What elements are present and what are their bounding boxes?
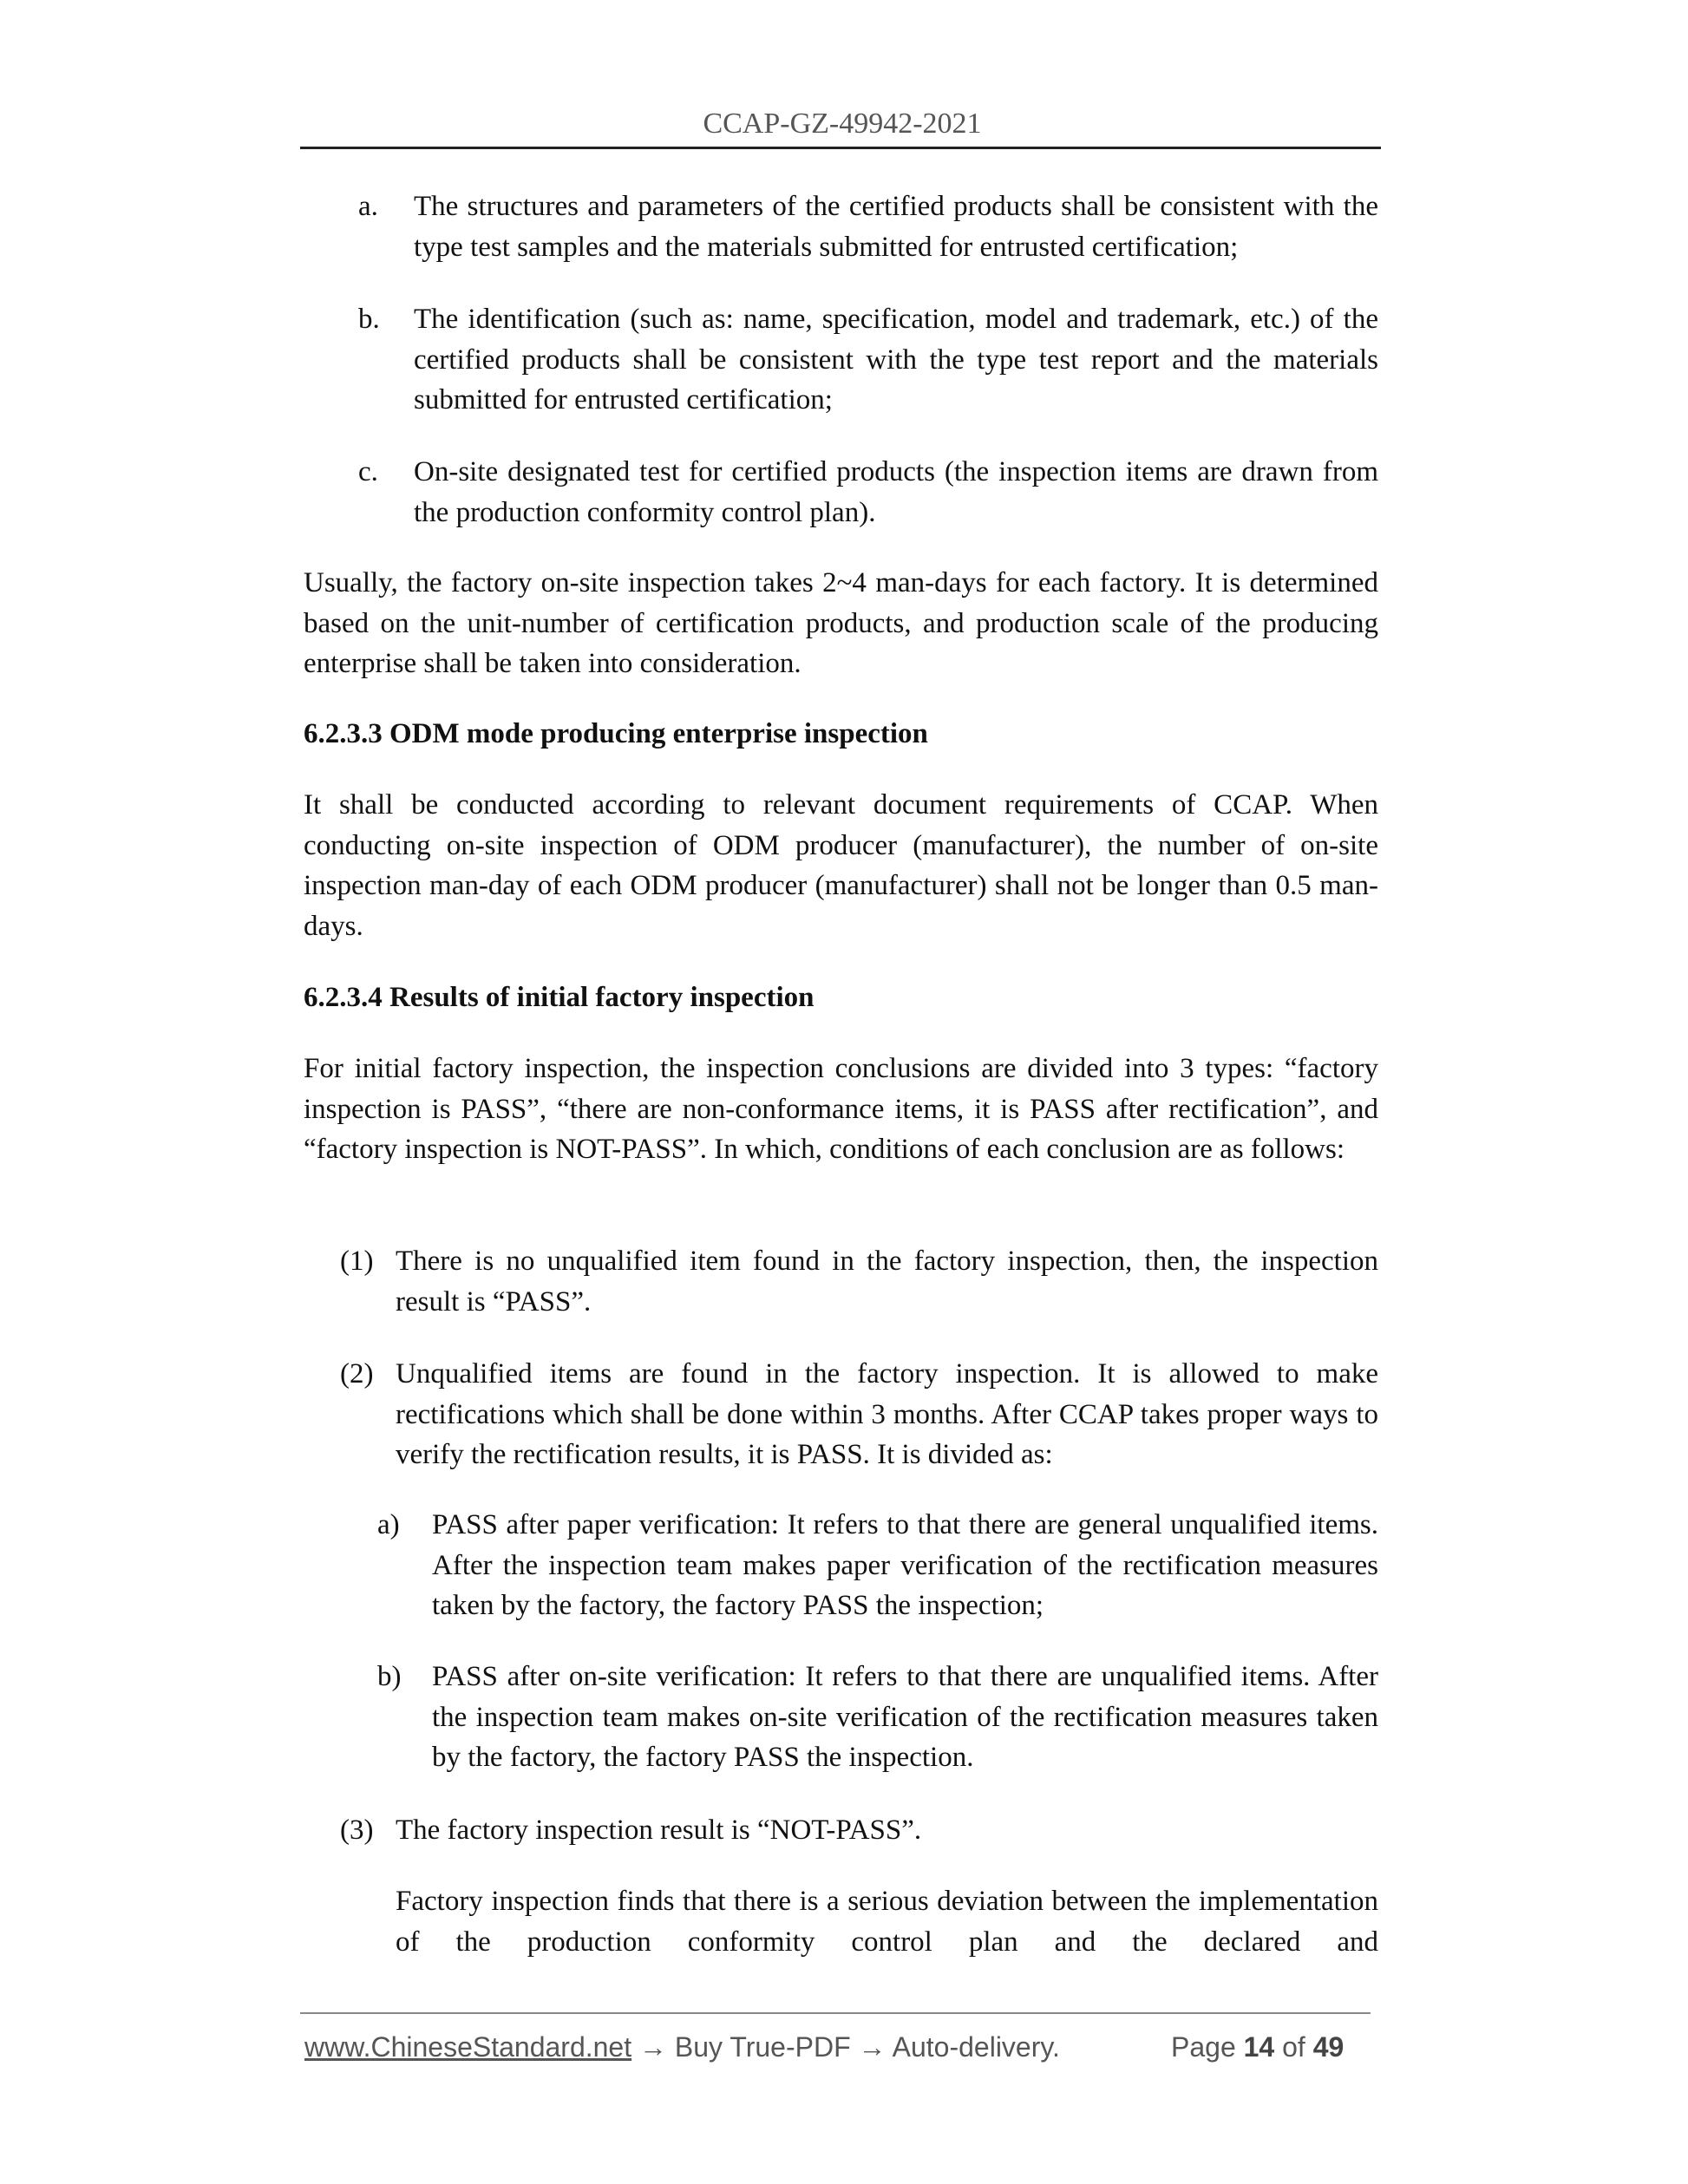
list-label: a. xyxy=(358,191,378,222)
list-item: On-site designated test for certified products (the inspection items are drawn from the production conformity control plan). xyxy=(414,456,1378,528)
header-divider xyxy=(300,147,1381,149)
document-id-header: CCAP-GZ-49942-2021 xyxy=(703,108,982,140)
list-item: There is no unqualified item found in the factory inspection, then, the inspection result is “PASS”. xyxy=(396,1246,1378,1318)
list-item: The structures and parameters of the certified products shall be consistent with the type test samples and the materials submitted for entrusted certification; xyxy=(414,191,1378,263)
section-heading-6233: 6.2.3.3 ODM mode producing enterprise inspection xyxy=(304,718,928,749)
buy-text: Buy True-PDF xyxy=(674,2031,851,2063)
footer-promo xyxy=(304,2031,1060,2063)
list-item: The identification (such as: name, specification, model and trademark, etc.) of the certified products shall be consistent with the type test report and the materials submitted for entrusted certification; xyxy=(414,304,1378,415)
list-item: PASS after paper verification: It refers to that there are general unqualified items. After the inspection team makes paper verification of the rectification measures taken by the factory, the factory PASS the inspection; xyxy=(432,1509,1378,1621)
list-item: The factory inspection result is “NOT-PASS”. xyxy=(396,1815,922,1846)
list-label: (3) xyxy=(340,1815,374,1846)
section-heading-6234: 6.2.3.4 Results of initial factory inspection xyxy=(304,982,815,1013)
list-label: c. xyxy=(358,456,378,487)
list-label: a) xyxy=(377,1509,400,1540)
arrow-icon: → xyxy=(639,2031,667,2063)
current-page: 14 xyxy=(1243,2031,1275,2063)
footer-divider xyxy=(300,2012,1371,2014)
page-number xyxy=(1171,2031,1344,2063)
list-label: (1) xyxy=(340,1246,374,1277)
paragraph-usually: Usually, the factory on-site inspection takes 2~4 man-days for each factory. It is determined based on the unit-number of certification products, and production scale of the producing enterprise shall be taken into consideration. xyxy=(304,567,1378,679)
list-label: (2) xyxy=(340,1358,374,1390)
website-link[interactable]: www.ChineseStandard.net xyxy=(304,2031,632,2063)
of-label: of xyxy=(1282,2031,1305,2063)
page-label: Page xyxy=(1171,2031,1236,2063)
paragraph-results: For initial factory inspection, the inspection conclusions are divided into 3 types: “factory inspection is PASS”, “there are non-conformance items, it is PASS after rectification”, and “factory inspection is NOT-PASS”. In which, conditions of each conclusion are as follows: xyxy=(304,1053,1378,1165)
list-label: b. xyxy=(358,304,380,335)
list-label: b) xyxy=(377,1661,402,1692)
paragraph-factory: Factory inspection finds that there is a serious deviation between the implementation of the production conformity control plan and the declared and xyxy=(396,1886,1378,1958)
arrow-icon: → xyxy=(858,2031,887,2063)
delivery-text: Auto-delivery. xyxy=(892,2031,1060,2063)
list-item: Unqualified items are found in the factory inspection. It is allowed to make rectifications which shall be done within 3 months. After CCAP takes proper ways to verify the rectification results, it is PASS. It is divided as: xyxy=(396,1358,1378,1470)
list-item: PASS after on-site verification: It refers to that there are unqualified items. After the inspection team makes on-site verification of the rectification measures taken by the factory, the factory PASS the inspection. xyxy=(432,1661,1378,1773)
total-pages: 49 xyxy=(1312,2031,1345,2063)
paragraph-odm: It shall be conducted according to relevant document requirements of CCAP. When conducting on-site inspection of ODM producer (manufacturer), the number of on-site inspection man-day of each ODM producer (manufacturer) shall not be longer than 0.5 man-days. xyxy=(304,789,1378,942)
